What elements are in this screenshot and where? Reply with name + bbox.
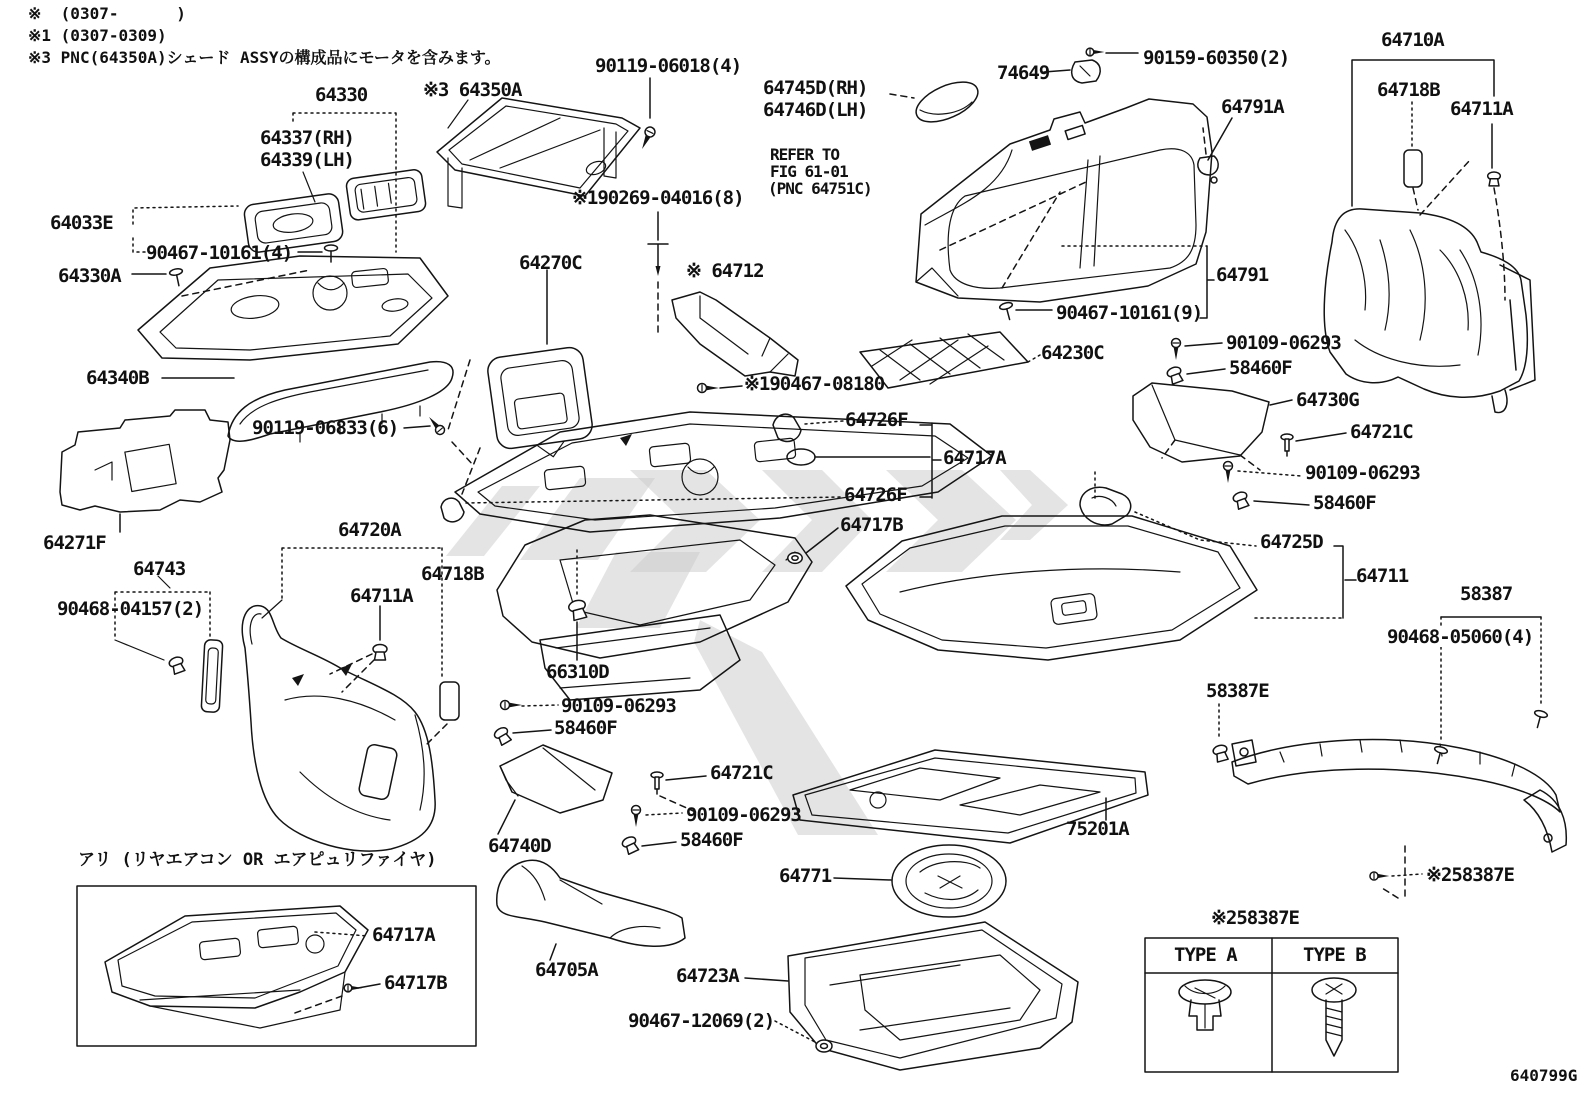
table-header-type-b: TYPE B xyxy=(1303,944,1366,966)
part-drawing-64791-deck-trim xyxy=(916,99,1212,302)
part-drawing-58387-sill xyxy=(1232,740,1566,852)
note-line-2: ※1 (0307-0309) xyxy=(28,26,167,45)
fastener-64711A-left xyxy=(330,606,387,692)
part-label-64721C-right: 64721C xyxy=(1350,421,1413,443)
part-label-90467-12069: 90467-12069(2) xyxy=(628,1010,775,1032)
part-drawing-64730G-cover xyxy=(1133,383,1292,470)
part-label-64726F-b: 64726F xyxy=(844,484,907,506)
part-label-64712: ※ 64712 xyxy=(686,260,764,282)
part-label-64033E: 64033E xyxy=(50,212,113,234)
leader-64330A xyxy=(132,270,310,296)
part-label-90468-05060: 90468-05060(4) xyxy=(1387,626,1534,648)
part-drawing-64723A-tray xyxy=(745,922,1078,1070)
part-label-64743: 64743 xyxy=(133,558,186,580)
fastener-64791A xyxy=(1198,118,1232,183)
part-label-58387: 58387 xyxy=(1460,583,1513,605)
part-label-64337: 64337(RH) xyxy=(260,127,354,149)
part-drawing-64740D-cover xyxy=(498,745,612,834)
refer-note-line-2: FIG 61-01 xyxy=(770,162,848,181)
part-label-90109-06293-d: 90109-06293 xyxy=(1305,462,1420,484)
part-label-58460F-b: 58460F xyxy=(680,829,743,851)
part-label-90468-04157: 90468-04157(2) xyxy=(57,598,204,620)
table-header-type-a: TYPE A xyxy=(1174,944,1237,966)
fastener-66310D xyxy=(567,550,588,660)
part-label-258387E-a: ※258387E xyxy=(1426,864,1514,886)
part-label-64746D: 64746D(LH) xyxy=(763,99,868,121)
fastener-group-58460F-a xyxy=(493,701,558,747)
part-label-64717B-inset: 64717B xyxy=(384,972,447,994)
part-drawing-64710A-quarter-trim xyxy=(1324,160,1535,413)
part-label-64791A: 64791A xyxy=(1221,96,1284,118)
part-label-64340B: 64340B xyxy=(86,367,149,389)
fastener-group-58460F-d xyxy=(1224,462,1310,510)
fastener-258387E xyxy=(1370,846,1422,898)
part-label-64339: 64339(LH) xyxy=(260,149,354,171)
part-drawing-64771-cover xyxy=(834,845,1006,917)
part-label-90159-60350: 90159-60350(2) xyxy=(1143,47,1290,69)
fastener-90119-06018 xyxy=(638,78,657,151)
part-label-75201A: 75201A xyxy=(1066,818,1129,840)
part-drawing-64718B-left xyxy=(425,682,459,746)
refer-note-line-1: REFER TO xyxy=(770,145,840,164)
part-label-64717B-center: 64717B xyxy=(840,514,903,536)
part-label-90109-06293-c: 90109-06293 xyxy=(1226,332,1341,354)
part-label-90109-06293-b: 90109-06293 xyxy=(686,804,801,826)
fastener-58387E xyxy=(1212,704,1230,762)
part-drawing-64705A-duct xyxy=(497,860,685,960)
type-b-screw-drawing xyxy=(1312,978,1356,1056)
part-drawing-64743 xyxy=(115,576,223,712)
part-drawing-64033E-grilles xyxy=(241,169,429,254)
part-label-66310D: 66310D xyxy=(546,661,609,683)
part-drawing-64712-duct xyxy=(672,292,798,376)
type-a-clip-drawing xyxy=(1179,980,1231,1030)
part-drawing-64270C-duct xyxy=(448,270,596,494)
part-label-64726F-a: 64726F xyxy=(845,409,908,431)
part-label-64723A: 64723A xyxy=(676,965,739,987)
fastener-64711A-right xyxy=(1488,172,1501,186)
fastener-90467-10161-4 xyxy=(325,245,338,262)
part-label-64745D: 64745D(RH) xyxy=(763,77,868,99)
part-label-64330A: 64330A xyxy=(58,265,121,287)
part-label-58460F-c: 58460F xyxy=(1229,357,1292,379)
fastener-90468-04157 xyxy=(168,655,186,674)
note-line-1: ※ (0307- ) xyxy=(28,4,186,23)
part-label-190269-04016: ※190269-04016(8) xyxy=(572,187,744,209)
fastener-74649 xyxy=(1044,60,1100,83)
part-label-90119-06833: 90119-06833(6) xyxy=(252,417,399,439)
part-label-64718B-left: 64718B xyxy=(421,563,484,585)
fastener-190269-04016 xyxy=(648,212,668,332)
part-drawing-64271F-insulator xyxy=(60,410,230,532)
part-label-64705A: 64705A xyxy=(535,959,598,981)
part-drawing-64745D-cover xyxy=(890,74,984,130)
part-label-90109-06293-a: 90109-06293 xyxy=(561,695,676,717)
part-label-58387E: 58387E xyxy=(1206,680,1269,702)
fastener-group-58460F-c xyxy=(1166,339,1225,385)
part-label-90119-06018: 90119-06018(4) xyxy=(595,55,742,77)
part-label-64718B-right: 64718B xyxy=(1377,79,1440,101)
part-label-58460F-a: 58460F xyxy=(554,717,617,739)
diagram-code: 640799G xyxy=(1510,1066,1578,1085)
part-label-64740D: 64740D xyxy=(488,835,551,857)
part-label-64711A-right: 64711A xyxy=(1450,98,1513,120)
part-label-64721C-left: 64721C xyxy=(710,762,773,784)
fastener-90159-60350 xyxy=(1086,48,1138,56)
part-label-64710A: 64710A xyxy=(1381,29,1444,51)
bracket-64711 xyxy=(1255,546,1356,618)
part-label-64350A: ※3 64350A xyxy=(423,79,522,101)
fastener-64721C-right xyxy=(1281,433,1346,456)
part-label-90467-10161-4: 90467-10161(4) xyxy=(146,242,293,264)
part-label-64725D: 64725D xyxy=(1260,531,1323,553)
part-label-64717A-inset: 64717A xyxy=(372,924,435,946)
fastener-table-title: ※258387E xyxy=(1211,907,1299,929)
part-label-190467-08180: ※190467-08180 xyxy=(744,373,885,395)
part-label-64711A-left: 64711A xyxy=(350,585,413,607)
fastener-190467-08180 xyxy=(698,384,743,393)
note-line-3: ※3 PNC(64350A)シェード ASSYの構成品にモータを含みます。 xyxy=(28,48,501,67)
part-label-74649: 74649 xyxy=(997,62,1050,84)
part-drawing-64725D-hook xyxy=(1080,472,1256,546)
part-label-64330: 64330 xyxy=(315,84,368,106)
refer-note-line-3: (PNC 64751C) xyxy=(768,179,872,198)
part-label-64271F: 64271F xyxy=(43,532,106,554)
part-label-90467-10161-9: 90467-10161(9) xyxy=(1056,302,1203,324)
part-drawing-64718B-right xyxy=(1404,150,1422,187)
fastener-64330A xyxy=(169,268,185,287)
fastener-90467-10161-9 xyxy=(999,301,1052,321)
inset-title: アリ (リヤエアコン OR エアピュリファイヤ) xyxy=(78,850,437,870)
inset-box xyxy=(77,886,476,1046)
part-label-64730G: 64730G xyxy=(1296,389,1359,411)
part-label-58460F-d: 58460F xyxy=(1313,492,1376,514)
fastener-group-58460F-b xyxy=(621,806,682,855)
part-label-64711: 64711 xyxy=(1356,565,1409,587)
part-label-64791: 64791 xyxy=(1216,264,1269,286)
part-label-64717A-center: 64717A xyxy=(943,447,1006,469)
part-label-64230C: 64230C xyxy=(1041,342,1104,364)
part-label-64771: 64771 xyxy=(779,865,832,887)
part-label-64720A: 64720A xyxy=(338,519,401,541)
part-drawing-64230C-net xyxy=(860,332,1040,388)
fastener-90119-06833 xyxy=(426,414,447,436)
part-label-64270C: 64270C xyxy=(519,252,582,274)
